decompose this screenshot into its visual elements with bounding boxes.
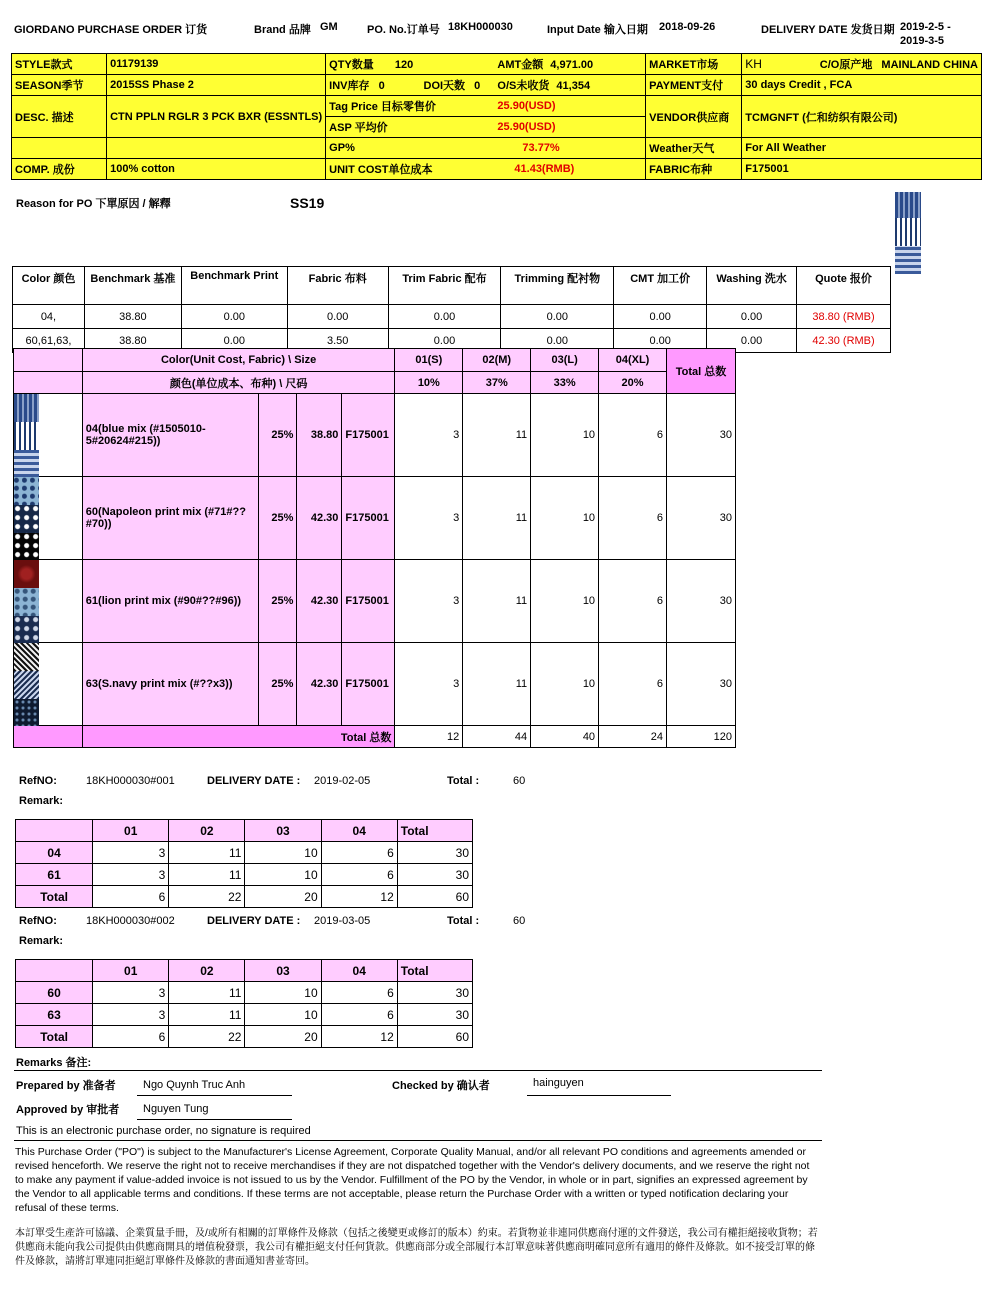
terms-chinese: 本訂單受生產許可協議、企業質量手冊，及/或所有相關的訂單條件及條款（包括之後變更或修訂的版本）約束。若貨物並非連同供應商付運的文件發送，我公司有權拒絕接收貨物；若供應商未能向我公司提供由供應商開具的增值稅發票，我公司有權拒絕支付任何貨款。供應商部分或全部履行本訂單意味著供應商明確同意所有適用的條件及條款。如不接受訂單的條件及條款，請將訂單連同拒絕訂單條件及條款的書面通知書並寄回。	[15, 1228, 818, 1267]
weather-value: For All Weather	[742, 138, 982, 159]
swatch-navy-print-2	[14, 671, 39, 699]
table-cell: 11	[169, 842, 245, 864]
style-value: 01179139	[107, 54, 326, 75]
size-header: 03(L)	[531, 349, 599, 372]
table-cell: 10	[245, 842, 321, 864]
table-cell: 10	[245, 1004, 321, 1026]
origin-value: MAINLAND CHINA	[881, 59, 978, 71]
ref-value: 18KH000030#002	[86, 915, 175, 927]
table-row	[14, 477, 736, 560]
prepared-name: Ngo Quynh Truc Anh	[143, 1079, 246, 1091]
color-cost: 42.30	[297, 643, 342, 726]
table-cell: 3	[93, 982, 169, 1004]
swatch-blue-check	[14, 450, 39, 477]
split-row-header: Total	[16, 886, 93, 908]
amt-value: 4,971.00	[550, 59, 594, 71]
color-fabric: F175001	[342, 643, 395, 726]
color-pct: 25%	[259, 643, 297, 726]
split-table-1	[15, 819, 473, 908]
swatch-blue-mix	[14, 394, 39, 422]
remark-label: Remark:	[19, 935, 64, 947]
swatch-blue-stripe	[14, 422, 39, 450]
matrix-header-en: Color(Unit Cost, Fabric) \ Size	[82, 349, 395, 372]
quote-header: Color 颜色	[13, 267, 85, 305]
style-label: STYLE款式	[12, 54, 107, 75]
split-row-header: 63	[16, 1004, 93, 1026]
size-qty: 6	[599, 643, 667, 726]
size-total: 24	[599, 726, 667, 748]
inv-value: 0	[378, 80, 385, 92]
swatch-lion-red	[14, 560, 39, 588]
color-cost: 42.30	[297, 477, 342, 560]
checked-name: hainguyen	[533, 1077, 584, 1089]
size-qty: 3	[395, 394, 463, 477]
swatch-napoleon-light	[14, 477, 39, 505]
row-total: 30	[666, 477, 735, 560]
swatch-napoleon-dark	[14, 505, 39, 533]
asp-value: 25.90(USD)	[494, 117, 645, 138]
delivery-date-to: 2019-3-5	[900, 35, 945, 47]
ref-value: 18KH000030#001	[86, 775, 175, 787]
split-row-header: Total	[16, 1026, 93, 1048]
po-label: PO. No.订单号	[367, 24, 440, 36]
table-cell: 6	[321, 842, 397, 864]
signature-line	[137, 1095, 292, 1096]
signature-line	[137, 1119, 292, 1120]
size-total: 44	[463, 726, 531, 748]
color-cost: 42.30	[297, 560, 342, 643]
size-ratio: 33%	[531, 372, 599, 394]
size-header: 02(M)	[463, 349, 531, 372]
table-cell: 0.00	[707, 329, 797, 353]
os-value: 41,354	[556, 80, 591, 92]
table-cell: 6	[321, 1004, 397, 1026]
prepared-label: Prepared by 准备者	[16, 1080, 116, 1092]
weather-label: Weather天气	[646, 138, 742, 159]
signature-line	[527, 1095, 671, 1096]
table-cell: 10	[245, 982, 321, 1004]
qty-value: 120	[394, 59, 414, 71]
split-col-header: 01	[93, 960, 169, 982]
size-qty: 10	[531, 560, 599, 643]
vendor-label: VENDOR供应商	[646, 96, 742, 138]
size-qty: 10	[531, 394, 599, 477]
table-cell: 04,	[13, 305, 85, 329]
swatch-lion-blue	[14, 588, 39, 616]
delivery-label: DELIVERY DATE :	[207, 915, 301, 927]
unit-cost-label: UNIT COST单位成本	[326, 159, 495, 180]
swatch-navy-print-3	[14, 699, 39, 726]
size-header: 04(XL)	[599, 349, 667, 372]
delivery-value: 2019-03-05	[314, 915, 371, 927]
size-qty: 6	[599, 560, 667, 643]
remarks-label: Remarks 备注:	[16, 1057, 92, 1069]
unit-cost-value: 41.43(RMB)	[494, 159, 645, 180]
row-total: 30	[666, 560, 735, 643]
doi-label: DOI天数	[423, 80, 466, 92]
table-cell: 0.00	[181, 305, 287, 329]
header-table	[11, 53, 982, 180]
color-fabric: F175001	[342, 477, 395, 560]
size-ratio: 20%	[599, 372, 667, 394]
quote-header: Benchmark Print	[181, 267, 287, 305]
table-cell: 12	[321, 886, 397, 908]
payment-label: PAYMENT支付	[646, 75, 742, 96]
size-qty: 6	[599, 394, 667, 477]
color-name: 61(lion print mix (#90#??#96))	[82, 560, 259, 643]
table-cell: 3.50	[287, 329, 388, 353]
table-row	[13, 305, 891, 329]
size-qty: 11	[463, 560, 531, 643]
table-cell: 3	[93, 1004, 169, 1026]
split-row-header: 04	[16, 842, 93, 864]
table-cell: 6	[93, 886, 169, 908]
market-label: MARKET市场	[646, 54, 742, 75]
split-total-value: 60	[513, 915, 526, 927]
table-row	[16, 1004, 473, 1026]
fabric-value: F175001	[742, 159, 982, 180]
quote-header: Washing 洗水	[707, 267, 797, 305]
desc-value: CTN PPLN RGLR 3 PCK BXR (ESSNTLS)	[107, 96, 326, 138]
matrix-total-header: Total 总数	[666, 349, 735, 394]
brand-value: GM	[320, 21, 338, 33]
split-row-header: 61	[16, 864, 93, 886]
split-col-header: 04	[321, 960, 397, 982]
reason-label: Reason for PO 下單原因 / 解釋	[16, 198, 171, 210]
table-cell: 11	[169, 1004, 245, 1026]
size-qty: 3	[395, 643, 463, 726]
brand-label: Brand 品牌	[254, 24, 311, 36]
size-total: 40	[531, 726, 599, 748]
totals-row	[14, 726, 736, 748]
table-row	[16, 1026, 473, 1048]
quote-price: 42.30 (RMB)	[797, 329, 891, 353]
size-qty: 6	[599, 477, 667, 560]
split-table-2	[15, 959, 473, 1048]
ref-label: RefNO:	[19, 775, 57, 787]
color-name: 60(Napoleon print mix (#71#??#70))	[82, 477, 259, 560]
row-total: 30	[666, 394, 735, 477]
table-row	[16, 982, 473, 1004]
table-row	[14, 394, 736, 477]
table-cell: 30	[397, 842, 472, 864]
matrix-header-zh: 颜色(单位成本、布种) \ 尺码	[82, 372, 395, 394]
table-row	[16, 842, 473, 864]
table-cell: 6	[93, 1026, 169, 1048]
desc-label: DESC. 描述	[12, 96, 107, 138]
table-cell: 30	[397, 1004, 472, 1026]
table-cell: 60	[397, 886, 472, 908]
company-title: GIORDANO PURCHASE ORDER 订货	[14, 24, 208, 36]
swatch-lion-navy	[14, 616, 39, 643]
vendor-value: TCMGNFT (仁和纺织有限公司)	[742, 96, 982, 138]
table-cell: 38.80	[84, 329, 181, 353]
electronic-note: This is an electronic purchase order, no signature is required	[16, 1125, 311, 1137]
split-col-header: 03	[245, 960, 321, 982]
swatch-navy-print-1	[14, 643, 39, 671]
color-cost: 38.80	[297, 394, 342, 477]
size-qty: 3	[395, 477, 463, 560]
table-cell: 0.00	[501, 329, 614, 353]
table-cell: 22	[169, 886, 245, 908]
table-cell: 38.80	[84, 305, 181, 329]
qty-label: QTY数量	[329, 59, 374, 71]
table-cell: 30	[397, 982, 472, 1004]
table-cell: 0.00	[388, 305, 501, 329]
payment-value: 30 days Credit , FCA	[742, 75, 982, 96]
swatch-napoleon-black	[14, 533, 39, 560]
quote-header: Trimming 配衬物	[501, 267, 614, 305]
table-cell: 11	[169, 864, 245, 886]
split-col-header: 03	[245, 820, 321, 842]
quote-header: Trim Fabric 配布	[388, 267, 501, 305]
table-row	[16, 886, 473, 908]
fabric-label: FABRIC布种	[646, 159, 742, 180]
comp-value: 100% cotton	[107, 159, 326, 180]
table-cell: 3	[93, 864, 169, 886]
color-name: 04(blue mix (#1505010-5#20624#215))	[82, 394, 259, 477]
gp-value: 73.77%	[494, 138, 645, 159]
row-total: 30	[666, 643, 735, 726]
checked-label: Checked by 确认者	[392, 1080, 490, 1092]
table-cell: 12	[321, 1026, 397, 1048]
asp-label: ASP 平均价	[326, 117, 495, 138]
size-qty: 10	[531, 643, 599, 726]
os-label: O/S未收货	[497, 80, 550, 92]
table-cell: 3	[93, 842, 169, 864]
table-cell: 0.00	[614, 305, 707, 329]
matrix-total-label: Total 总数	[82, 726, 395, 748]
input-date: 2018-09-26	[659, 21, 716, 33]
delivery-date-label: DELIVERY DATE 发货日期	[761, 24, 895, 36]
split-col-header: Total	[397, 820, 472, 842]
grand-total: 120	[666, 726, 735, 748]
table-cell: 22	[169, 1026, 245, 1048]
table-cell: 20	[245, 1026, 321, 1048]
divider	[14, 1140, 822, 1141]
color-pct: 25%	[259, 560, 297, 643]
quote-table	[12, 266, 891, 353]
product-thumbnail	[895, 192, 921, 274]
approved-label: Approved by 审批者	[16, 1104, 120, 1116]
quote-header: Fabric 布料	[287, 267, 388, 305]
table-cell: 60,61,63,	[13, 329, 85, 353]
table-cell: 0.00	[501, 305, 614, 329]
reason-value: SS19	[290, 195, 325, 211]
table-cell: 11	[169, 982, 245, 1004]
split-col-header: 02	[169, 960, 245, 982]
amt-label: AMT金额	[497, 59, 544, 71]
size-qty: 11	[463, 477, 531, 560]
quote-header: Quote 报价	[797, 267, 891, 305]
table-cell: 0.00	[707, 305, 797, 329]
comp-label: COMP. 成份	[12, 159, 107, 180]
input-date-label: Input Date 输入日期	[547, 24, 648, 36]
tag-price-label: Tag Price 目标零售价	[326, 96, 495, 117]
split-total-label: Total :	[447, 915, 480, 927]
table-cell: 30	[397, 864, 472, 886]
size-ratio: 10%	[395, 372, 463, 394]
table-cell: 10	[245, 864, 321, 886]
quote-header: CMT 加工价	[614, 267, 707, 305]
split-total-value: 60	[513, 775, 526, 787]
delivery-label: DELIVERY DATE :	[207, 775, 301, 787]
delivery-value: 2019-02-05	[314, 775, 371, 787]
split-col-header: 01	[93, 820, 169, 842]
table-cell: 60	[397, 1026, 472, 1048]
season-value: 2015SS Phase 2	[107, 75, 326, 96]
market-value: KH	[742, 54, 817, 75]
ref-label: RefNO:	[19, 915, 57, 927]
size-matrix-table	[13, 348, 736, 748]
divider	[14, 1070, 822, 1071]
split-col-header: Total	[397, 960, 472, 982]
origin-label: C/O原产地	[819, 59, 873, 71]
color-fabric: F175001	[342, 560, 395, 643]
size-qty: 11	[463, 394, 531, 477]
size-ratio: 37%	[463, 372, 531, 394]
table-row	[14, 643, 736, 726]
inv-label: INV库存	[329, 80, 370, 92]
doi-value: 0	[474, 80, 481, 92]
table-cell: 6	[321, 864, 397, 886]
table-cell: 0.00	[614, 329, 707, 353]
terms-english: This Purchase Order ("PO") is subject to the Manufacturer's License Agreement, Corporate Quality Manual, and/or all relevant PO conditions and agreements amended or revised henceforth. We reserve the right not to receive merchandises if they are not dispatched together with the Vendor's delivery documents, and we reserve the right not to make any payment if value-added invoice is not issued to us by the Vendor. Fulfillment of the PO by the Vendor, in whole or in part, signifies an expressed agreement by the Vendor to all applicable terms and conditions. If these terms are not acceptable, please return the Purchase Order with a written or typed notification declaring your refusal of these terms.	[15, 1146, 810, 1214]
table-cell: 0.00	[388, 329, 501, 353]
size-qty: 11	[463, 643, 531, 726]
table-cell: 0.00	[181, 329, 287, 353]
approved-name: Nguyen Tung	[143, 1103, 209, 1115]
size-total: 12	[395, 726, 463, 748]
color-name: 63(S.navy print mix (#??x3))	[82, 643, 259, 726]
split-row-header: 60	[16, 982, 93, 1004]
table-cell: 6	[321, 982, 397, 1004]
gp-label: GP%	[326, 138, 495, 159]
split-total-label: Total :	[447, 775, 480, 787]
delivery-date-from: 2019-2-5 -	[900, 21, 951, 33]
split-col-header: 02	[169, 820, 245, 842]
size-qty: 10	[531, 477, 599, 560]
po-number: 18KH000030	[448, 21, 513, 33]
season-label: SEASON季节	[12, 75, 107, 96]
color-pct: 25%	[259, 477, 297, 560]
remark-label: Remark:	[19, 795, 64, 807]
size-header: 01(S)	[395, 349, 463, 372]
table-row	[14, 560, 736, 643]
size-qty: 3	[395, 560, 463, 643]
table-cell: 0.00	[287, 305, 388, 329]
color-fabric: F175001	[342, 394, 395, 477]
color-pct: 25%	[259, 394, 297, 477]
quote-header: Benchmark 基准	[84, 267, 181, 305]
table-row	[16, 864, 473, 886]
split-col-header: 04	[321, 820, 397, 842]
quote-price: 38.80 (RMB)	[797, 305, 891, 329]
tag-price-value: 25.90(USD)	[494, 96, 645, 117]
table-cell: 20	[245, 886, 321, 908]
